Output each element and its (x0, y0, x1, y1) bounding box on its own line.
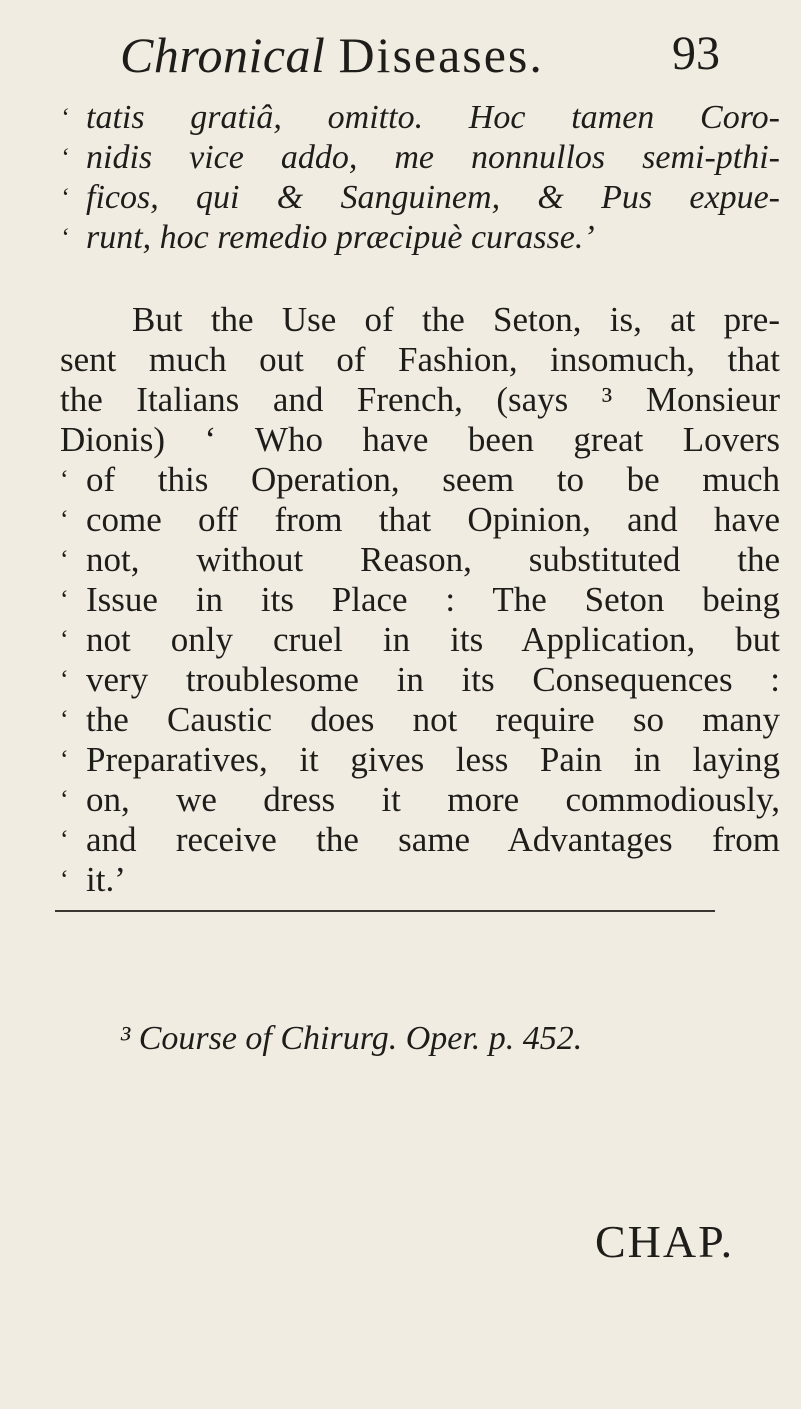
paragraph-line: ‘ not, without Reason, substituted the (60, 540, 780, 579)
paragraph-line: Dionis) ‘ Who have been great Lovers (60, 420, 780, 459)
quote-line: ‘ runt, hoc remedio præcipuè curasse.’ (60, 219, 595, 256)
running-title-caps: Diseases. (338, 27, 544, 83)
quote-line: ‘ ficos, qui & Sanguinem, & Pus expue- (60, 179, 780, 216)
page-header (120, 18, 720, 88)
paragraph-line: ‘ on, we dress it more commodiously, (60, 780, 780, 819)
paragraph-line: ‘ of this Operation, seem to be much (60, 460, 780, 499)
paragraph-line: ‘ Issue in its Place : The Seton being (60, 580, 780, 619)
main-paragraph (60, 300, 780, 900)
latin-quotation (60, 98, 780, 258)
paragraph-line: ‘ Preparatives, it gives less Pain in laying (60, 740, 780, 779)
running-title (120, 26, 544, 84)
footnote-rule (55, 910, 715, 912)
paragraph-line: ‘ come off from that Opinion, and have (60, 500, 780, 539)
paragraph-line: the Italians and French, (says ³ Monsieur (60, 380, 780, 419)
running-title-italic: Chronical (120, 27, 326, 83)
paragraph-line: ‘ it.’ (60, 860, 126, 899)
quote-line: ‘ nidis vice addo, me nonnullos semi-pthi- (60, 139, 780, 176)
catchword: CHAP. (595, 1216, 735, 1267)
paragraph-line: ‘ very troublesome in its Consequences : (60, 660, 780, 699)
footnote: ³ Course of Chirurg. Oper. p. 452. (120, 1020, 583, 1057)
paragraph-line: ‘ the Caustic does not require so many (60, 700, 780, 739)
paragraph-line: But the Use of the Seton, is, at pre- (132, 300, 780, 339)
paragraph-line: ‘ and receive the same Advantages from (60, 820, 780, 859)
quote-line: ‘ tatis gratiâ, omitto. Hoc tamen Coro- (60, 99, 780, 136)
paragraph-line: sent much out of Fashion, insomuch, that (60, 340, 780, 379)
paragraph-line: ‘ not only cruel in its Application, but (60, 620, 780, 659)
page-number: 93 (672, 27, 720, 80)
